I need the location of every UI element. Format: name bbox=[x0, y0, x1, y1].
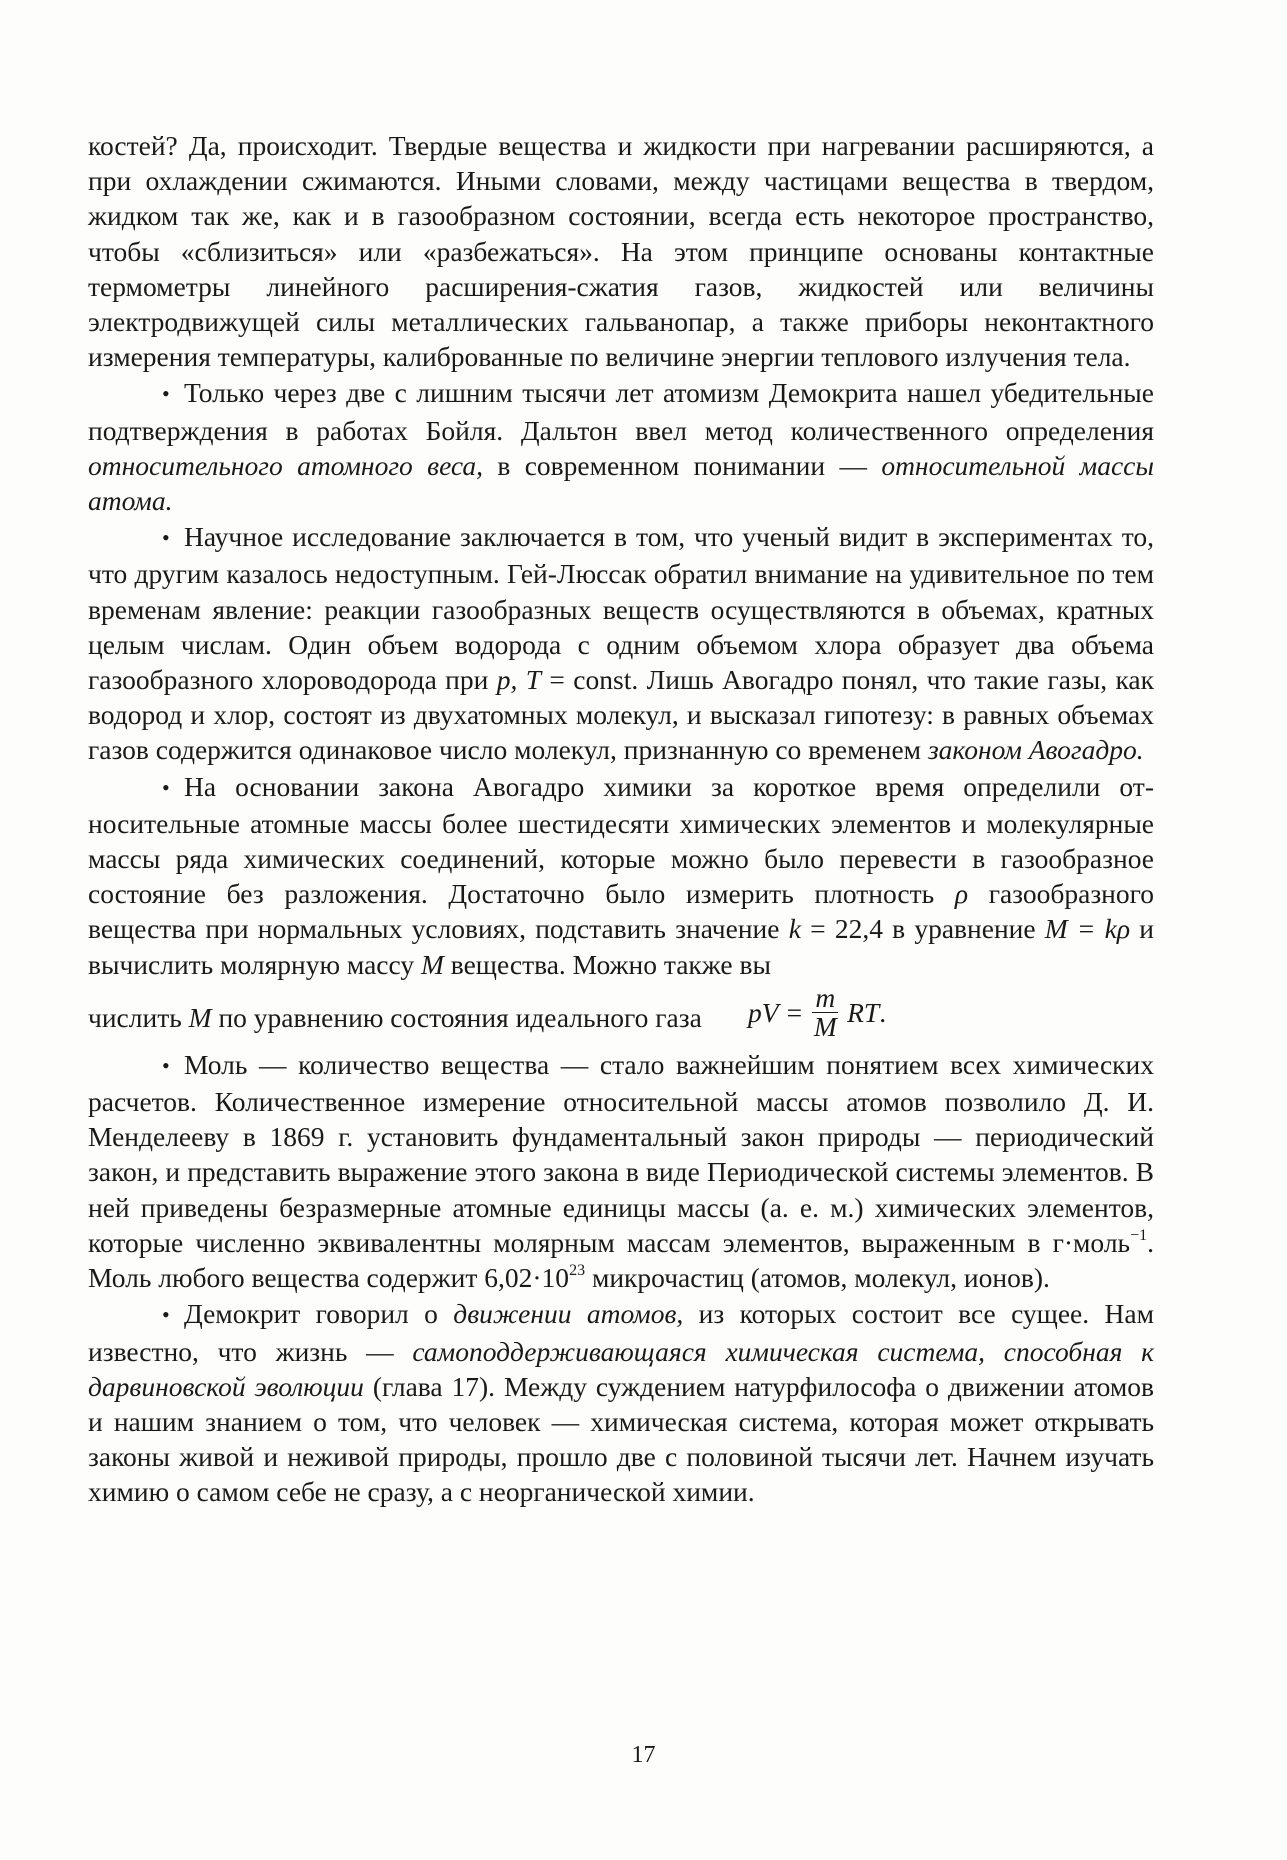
fraction-denominator: M bbox=[813, 1010, 837, 1042]
bullet-icon: • bbox=[162, 525, 170, 551]
italic-variables: p, T bbox=[496, 664, 542, 696]
italic-term: относительной массы атома. bbox=[88, 449, 1154, 517]
text-run: Моль — количество вещества — стало важнейшим понятием всех химических расчетов. Количественное измерение относительной массы атомов позволило Д. И. Менделееву в 1869 г. установить фундаментальный закон природы — периодический закон, и представить выражение этого закона в виде Периодической системы элементов. В ней приведены безразмерные атомные единицы массы (а. е. м.) химических элементов, которые численно эквивалентны молярным массам элементов, выраженным в г·моль bbox=[88, 1048, 1154, 1258]
ideal-gas-formula bbox=[748, 981, 887, 1042]
text-run: из которых состоит все сущее. Нам известно, что жизнь — bbox=[88, 1298, 1154, 1367]
text-run: = const. Лишь Авогадро понял, что такие газы, как водород и хлор, состоят из двухатомных молекул, и высказал гипотезу: в равных объемах газов содержится одинаковое число молекул, признанную со временем bbox=[88, 664, 1154, 766]
text-run: по уравнению состояния идеального газа bbox=[211, 1001, 702, 1033]
bullet-icon: • bbox=[162, 1302, 170, 1328]
text-run: . Моль любого вещества содержит 6,02·10 bbox=[88, 1226, 1154, 1294]
paragraph-mole bbox=[88, 1047, 1154, 1295]
text-run: газообразного вещества при нормальных условиях, подставить значение bbox=[88, 878, 1154, 945]
italic-term: законом Авогадро. bbox=[927, 734, 1144, 766]
italic-variable: M bbox=[188, 1001, 212, 1033]
text-run: вещества. Можно также вы bbox=[443, 948, 771, 980]
formula-rhs: RT bbox=[847, 996, 880, 1028]
formula-line bbox=[88, 981, 1154, 1046]
italic-term: самоподдерживающаяся химическая система, способная к дарвиновской эволюции bbox=[88, 1335, 1155, 1402]
text-run: и вычислить молярную массу bbox=[88, 913, 1154, 980]
italic-term: движении атомов, bbox=[453, 1298, 684, 1330]
italic-variable: M bbox=[420, 948, 444, 980]
text-run: Только через две с лишним тысячи лет атомизм Демокрита нашел убедительные подтверждения в работах Бойля. Дальтон ввел метод количественного определения bbox=[88, 377, 1154, 446]
italic-variable: k bbox=[788, 913, 801, 945]
formula-end: . bbox=[879, 996, 887, 1028]
text-run: микрочастиц (атомов, молекул, ионов). bbox=[585, 1262, 1050, 1294]
superscript: −1 bbox=[1130, 1226, 1148, 1244]
bullet-icon: • bbox=[162, 381, 170, 407]
bullet-icon: • bbox=[162, 1052, 170, 1078]
italic-equation: M = kρ bbox=[1044, 913, 1131, 945]
text-run: числить bbox=[88, 1001, 189, 1033]
paragraph-life-chemistry bbox=[88, 1296, 1154, 1509]
page-number: 17 bbox=[631, 1742, 656, 1768]
formula-fraction bbox=[812, 981, 838, 1042]
text-run: Научное исследование заключается в том, что ученый видит в экспериментах то, что другим казалось недоступным. Гей-Люссак обратил внимание на удивительное по тем временам явление: реакции газообразных веществ осуществляются в объемах, кратных целым числам. Один объем водорода с одним объемом хлора образует два объема газообразного хлороводорода при bbox=[88, 521, 1154, 696]
paragraph-gay-lussac bbox=[88, 519, 1154, 767]
superscript: 23 bbox=[569, 1261, 586, 1279]
fraction-numerator: m bbox=[812, 984, 838, 1013]
paragraph-continuation: костей? Да, происходит. Твердые вещества и жидкости при нагревании расширяются, а при охлаждении сжимаются. Иными словами, между частицами вещества в твердом, жидком так же, как и в газообразном состоянии, всегда есть некоторое пространство, чтобы «сблизиться» или «разбежаться». На этом принципе основаны контактные термометры линейного расширения-сжатия газов, жидкостей или величины электродвижущей силы металлических гальванопар, а также приборы неконтактного измерения температуры, калиброванные по величине энергии теплового излучения тела. bbox=[88, 130, 1154, 373]
text-run: Демокрит говорил о bbox=[184, 1298, 454, 1330]
paragraph-democritus-atomism bbox=[88, 375, 1154, 518]
italic-variable: ρ bbox=[954, 878, 969, 910]
text-run: (глава 17). Между суждением натурфилософа о движении атомов и нашим знанием о том, что человек — химическая система, которая может открывать законы живой и неживой природы, прошло две с половиной тысячи лет. Начнем изучать химию о самом себе не сразу, а с неорганической химии. bbox=[88, 1370, 1155, 1508]
italic-term: относительного атомного веса, bbox=[88, 449, 484, 481]
paragraph-avogadro-law bbox=[88, 769, 1154, 982]
text-run: в современном понимании — bbox=[483, 449, 882, 481]
body-text bbox=[88, 128, 1154, 1510]
text-run: = 22,4 в уравнение bbox=[800, 913, 1045, 945]
formula-lead-text bbox=[88, 1000, 702, 1035]
bullet-icon: • bbox=[162, 774, 170, 800]
text-run: На основании закона Авогадро химики за короткое время определили относительные атомные массы более шестидесяти химических элементов и молекулярные массы ряда химических соединений, которые можно было перевести в газообразное состояние без разложения. Достаточно было измерить плотность bbox=[88, 770, 1154, 910]
formula-lhs: pV = bbox=[748, 996, 804, 1028]
